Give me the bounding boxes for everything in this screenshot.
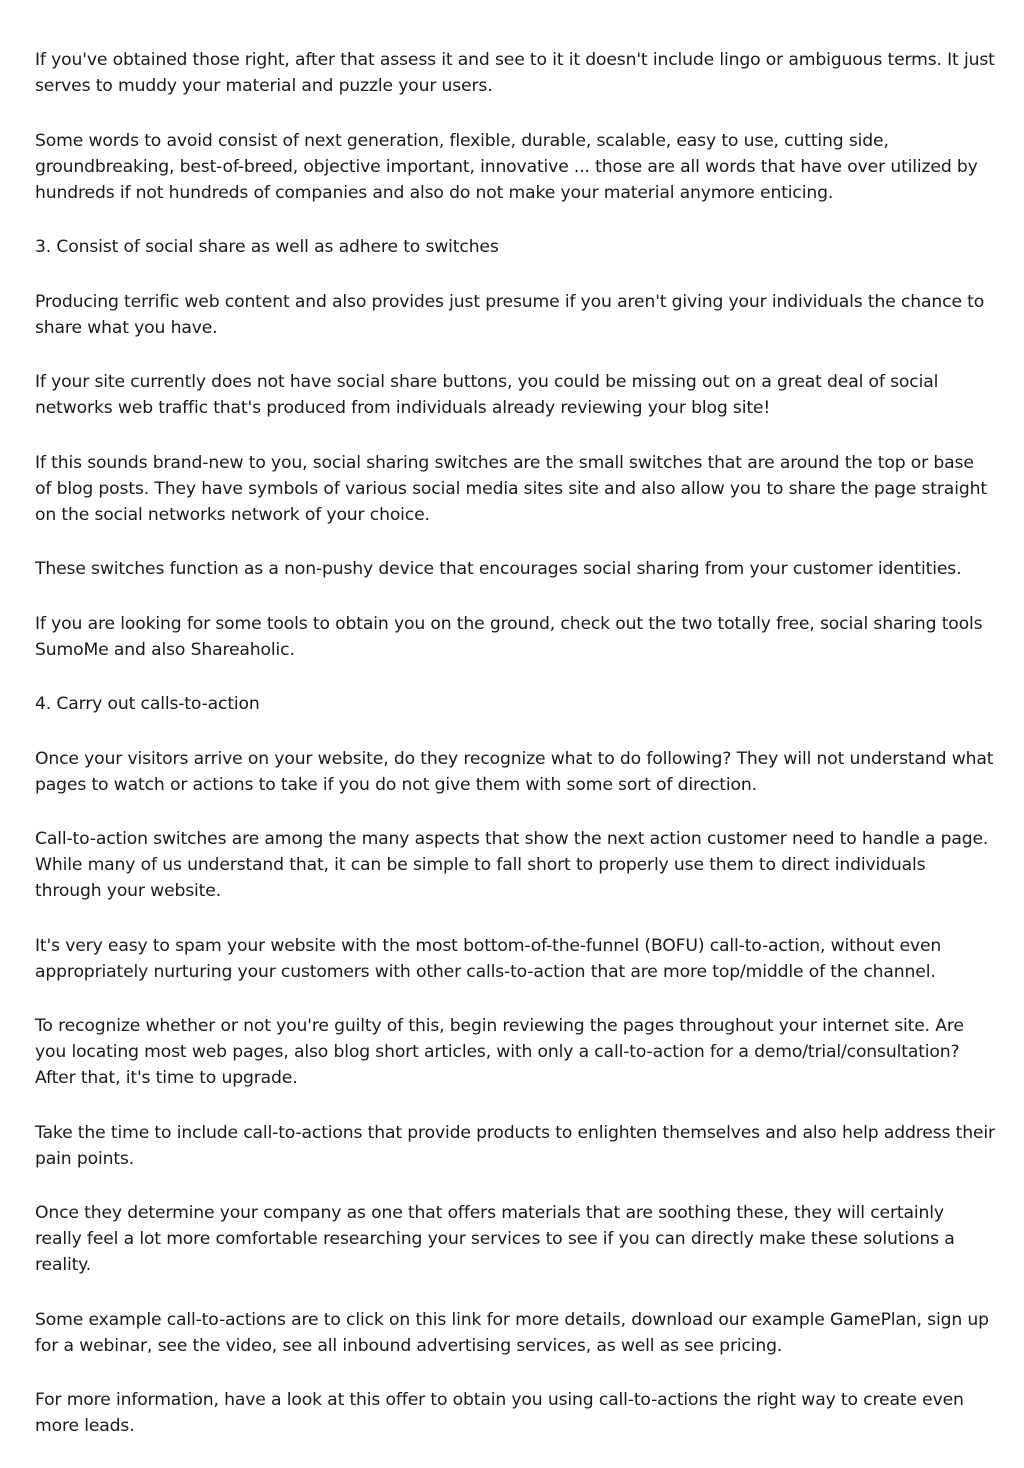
paragraph: For more information, have a look at this offer to obtain you using call-to-actions the right way to create even more leads. bbox=[35, 1390, 964, 1436]
paragraph: Some words to avoid consist of next generation, flexible, durable, scalable, easy to use, cutting side, groundbreaking, best-of-breed, objective important, innovative ... those are all words that have over utilized by hundreds if not hundreds of companies and also do not make your material anymore enticing. bbox=[35, 130, 978, 203]
paragraph: Once your visitors arrive on your website, do they recognize what to do following? They will not understand what pages to watch or actions to take if you do not give them with some sort of direction. bbox=[35, 748, 994, 795]
document-body bbox=[35, 47, 995, 1468]
paragraph: If this sounds brand-new to you, social sharing switches are the small switches that are around the top or base of blog posts. They have symbols of various social media sites site and also allow you to share the page straight on the social networks network of your choice. bbox=[35, 452, 987, 525]
paragraph: Producing terrific web content and also provides just presume if you aren't giving your individuals the chance to share what you have. bbox=[35, 291, 985, 338]
paragraph: If you are looking for some tools to obtain you on the ground, check out the two totally free, social sharing tools SumoMe and also Shareaholic. bbox=[35, 613, 983, 660]
paragraph: If you've obtained those right, after that assess it and see to it it doesn't include lingo or ambiguous terms. It just serves to muddy your material and puzzle your users. bbox=[35, 50, 995, 96]
section-heading: 4. Carry out calls-to-action bbox=[35, 694, 260, 714]
paragraph: Some example call-to-actions are to click on this link for more details, download our example GamePlan, sign up for a webinar, see the video, see all inbound advertising services, as well as see pricing. bbox=[35, 1309, 989, 1356]
paragraph: Once they determine your company as one that offers materials that are soothing these, they will certainly really feel a lot more comfortable researching your services to see if you can directly make these solutions a reality. bbox=[35, 1203, 955, 1275]
paragraph: To recognize whether or not you're guilty of this, begin reviewing the pages throughout your internet site. Are you locating most web pages, also blog short articles, with only a call-to-action for a demo/trial/consultation? After that, it's time to upgrade. bbox=[35, 1016, 964, 1088]
paragraph: If your site currently does not have social share buttons, you could be missing out on a great deal of social networks web traffic that's produced from individuals already reviewing your blog site! bbox=[35, 372, 939, 418]
paragraph: These switches function as a non-pushy device that encourages social sharing from your customer identities. bbox=[35, 559, 962, 579]
paragraph: Take the time to include call-to-actions that provide products to enlighten themselves and also help address their pain points. bbox=[35, 1122, 995, 1169]
section-heading: 3. Consist of social share as well as adhere to switches bbox=[35, 237, 499, 257]
paragraph: It's very easy to spam your website with the most bottom-of-the-funnel (BOFU) call-to-action, without even appropriately nurturing your customers with other calls-to-action that are more top/middle of the channel. bbox=[35, 935, 942, 982]
paragraph: Call-to-action switches are among the many aspects that show the next action customer need to handle a page. While many of us understand that, it can be simple to fall short to properly use them to direct individuals through your website. bbox=[35, 829, 989, 901]
